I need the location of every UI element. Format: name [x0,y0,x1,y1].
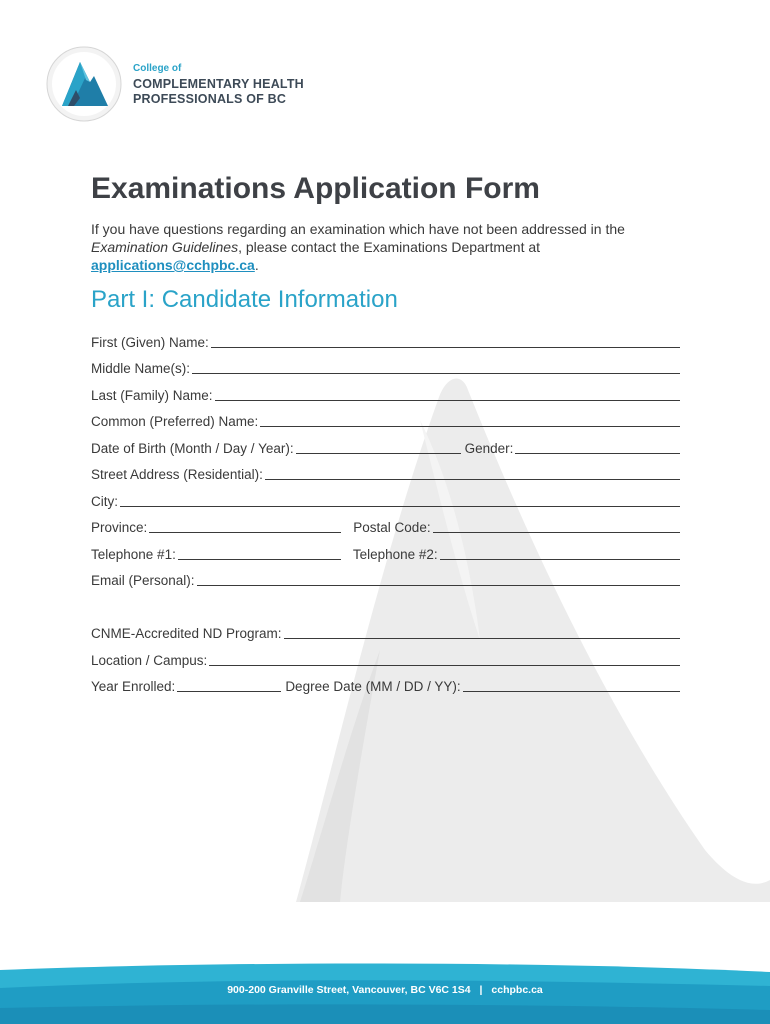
program-label: CNME-Accredited ND Program: [91,626,282,641]
location-field[interactable] [209,665,680,666]
email-row [91,563,680,590]
middle-name-row [91,351,680,378]
spacer [91,589,680,616]
program-row [91,616,680,643]
intro-text-after: , please contact the Examinations Department at [238,239,541,255]
college-logo-icon [46,46,122,122]
enrollment-row [91,669,680,696]
intro-text-before: If you have questions regarding an examination which have not been addressed in the [91,221,625,237]
email-label: Email (Personal): [91,573,195,588]
email-link[interactable]: applications@cchpbc.ca [91,257,255,273]
footer-contact [0,984,770,996]
telephone-2-label: Telephone #2: [352,546,438,562]
middle-name-field[interactable] [192,373,680,374]
candidate-form [91,324,680,695]
common-name-label: Common (Preferred) Name: [91,414,259,429]
footer-separator: | [479,984,483,996]
street-row [91,457,680,484]
org-line-3: PROFESSIONALS OF BC [133,92,287,106]
city-label: City: [91,493,118,509]
footer-website[interactable]: cchpbc.ca [491,984,543,996]
org-line-1: College of [133,63,182,74]
dob-gender-row [91,430,680,457]
telephone-2-field[interactable] [440,559,680,560]
telephone-1-label: Telephone #1: [91,546,176,562]
last-name-label: Last (Family) Name: [91,387,213,403]
telephone-row [91,536,680,563]
location-label: Location / Campus: [91,652,208,668]
gender-label: Gender: [464,440,514,456]
first-name-row [91,324,680,351]
first-name-label: First (Given) Name: [91,334,209,350]
guidelines-reference: Examination Guidelines [91,239,239,255]
city-field[interactable] [120,506,680,507]
first-name-field[interactable] [211,347,680,348]
common-name-row [91,404,680,431]
street-label: Street Address (Residential): [91,467,263,482]
page-title: Examinations Application Form [91,172,540,205]
degree-date-label: Degree Date (MM / DD / YY): [285,679,461,694]
year-enrolled-label: Year Enrolled: [91,679,176,694]
degree-date-field[interactable] [463,691,680,692]
province-field[interactable] [149,532,341,533]
year-enrolled-field[interactable] [177,691,281,692]
program-field[interactable] [284,638,680,639]
location-row [91,642,680,669]
org-line-2: COMPLEMENTARY HEALTH [133,77,304,91]
middle-name-label: Middle Name(s): [91,361,191,376]
city-row [91,483,680,510]
dob-field[interactable] [296,453,461,454]
dob-label: Date of Birth (Month / Day / Year): [91,440,294,456]
telephone-1-field[interactable] [178,559,341,560]
common-name-field[interactable] [260,426,680,427]
footer-address: 900-200 Granville Street, Vancouver, BC V6C 1S4 [227,984,471,996]
gender-field[interactable] [515,453,680,454]
last-name-field[interactable] [215,400,680,401]
email-field[interactable] [197,585,680,586]
intro-paragraph [91,220,691,274]
section-title: Part I: Candidate Information [91,286,398,313]
province-label: Province: [91,520,148,535]
last-name-row [91,377,680,404]
organization-name [133,63,304,107]
intro-period: . [254,257,259,273]
postal-code-field[interactable] [433,532,680,533]
postal-code-label: Postal Code: [353,520,431,535]
province-postal-row [91,510,680,537]
street-field[interactable] [265,479,680,480]
